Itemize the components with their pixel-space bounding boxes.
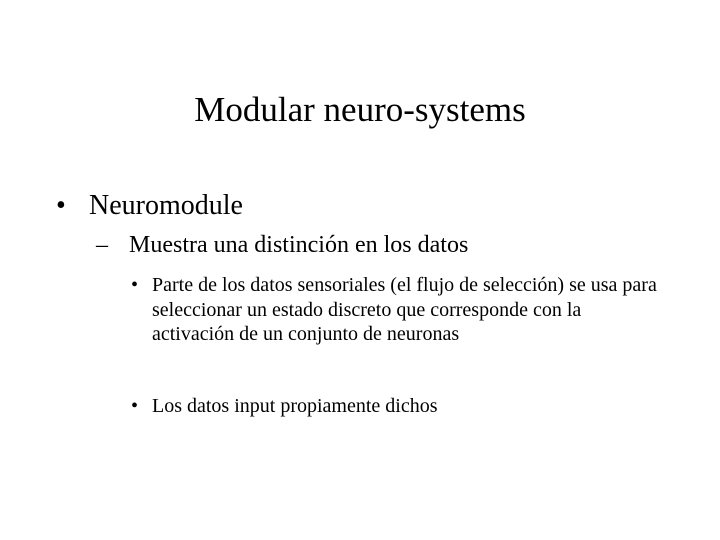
sub-sub-bullet-text: Parte de los datos sensoriales (el flujo de selección) se usa para seleccionar un estado discreto que corresponde con la activación de un conjunto de neuronas — [152, 274, 657, 345]
bullet-text: Neuromodule — [89, 190, 243, 221]
sub-sub-bullet-text: Los datos input propiamente dichos — [152, 395, 438, 417]
bullet-level-3 — [131, 394, 661, 419]
bullet-marker: • — [131, 274, 139, 296]
bullet-marker: • — [56, 190, 66, 221]
bullet-level-1 — [56, 188, 676, 224]
dash-marker: – — [96, 232, 108, 258]
sub-bullet-text: Muestra una distinción en los datos — [129, 232, 469, 258]
bullet-level-2 — [96, 229, 686, 261]
bullet-marker: • — [131, 395, 139, 417]
slide-title: Modular neuro-systems — [194, 90, 526, 129]
bullet-level-3 — [131, 273, 661, 347]
